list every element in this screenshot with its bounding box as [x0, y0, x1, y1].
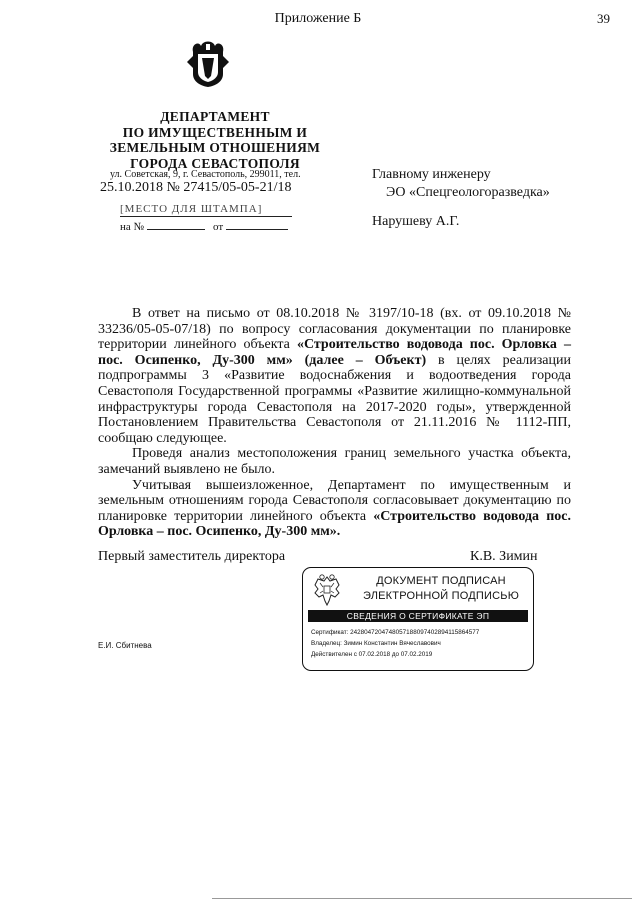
ep-owner: Владелец: Зимин Константин Вячеславович	[311, 640, 441, 647]
ep-title-line-1: ДОКУМЕНТ ПОДПИСАН	[376, 575, 506, 587]
p3-text-a: Учитывая вышеизложенное, Департамент по имущественным и земельным отношениям города Севастополя согласовывает документацию по планировке территории линейного объекта	[98, 477, 571, 524]
p1-object-name: «Строительство водовода пос. Орловка – пос. Осипенко, Ду-300 мм» (далее – Объект)	[98, 337, 572, 368]
paragraph-3	[98, 478, 571, 540]
stamp-placeholder: [МЕСТО ДЛЯ ШТАМПА]	[120, 203, 292, 217]
ot-blank	[226, 219, 288, 230]
registration-number: 25.10.2018 № 27415/05-05-21/18	[100, 180, 292, 195]
coat-of-arms-icon	[312, 573, 342, 607]
recipient-position: Главному инженеру	[372, 167, 491, 182]
sender-department	[100, 109, 330, 171]
p3-object-name: «Строительство водовода пос. Орловка – пос. Осипенко, Ду-300 мм».	[98, 508, 571, 540]
sender-line-2: ПО ИМУЩЕСТВЕННЫМ И	[122, 124, 308, 140]
ep-validity: Действителен с 07.02.2018 до 07.02.2019	[311, 651, 433, 658]
electronic-signature-stamp	[302, 567, 534, 671]
ep-certificate-header: СВЕДЕНИЯ О СЕРТИФИКАТЕ ЭП	[308, 610, 528, 622]
sender-line-4: ГОРОДА СЕВАСТОПОЛЯ	[130, 155, 300, 171]
sender-address: ул. Советская, 9, г. Севастополь, 299011, тел.	[110, 169, 301, 180]
signer-position: Первый заместитель директора	[98, 549, 286, 564]
paragraph-2: Проведя анализ местоположения границ земельного участка объекта, замечаний выявлено не было.	[98, 446, 571, 477]
sender-line-1: ДЕПАРТАМЕНТ	[160, 109, 270, 124]
na-blank	[147, 219, 205, 230]
reference-line	[120, 219, 288, 233]
na-label: на №	[120, 221, 145, 233]
recipient-organization: ЭО «Спецгеологоразведка»	[386, 185, 550, 200]
ot-label: от	[213, 221, 224, 233]
letter-body	[98, 306, 571, 540]
ep-title-line-2: ЭЛЕКТРОННОЙ ПОДПИСЬЮ	[362, 590, 520, 602]
page-number: 39	[597, 11, 610, 26]
sevastopol-emblem-icon	[185, 38, 231, 88]
executor-name: Е.И. Сбитнева	[98, 641, 152, 650]
appendix-label: Приложение Б	[274, 11, 362, 26]
ep-certificate-number: Сертификат: 24280472047480571880974028941158645​77	[311, 629, 480, 636]
recipient-name: Нарушеву А.Г.	[372, 214, 460, 229]
paragraph-1	[98, 306, 571, 446]
bottom-divider	[212, 898, 632, 899]
signer-name: К.В. Зимин	[470, 549, 538, 564]
p1-text-a: В ответ на письмо от 08.10.2018 № 3197/10-18 (вх. от 09.10.2018 № 33236/05-05-07/18) по вопросу согласования документации по планировке территории линейного объекта	[98, 306, 571, 353]
sender-line-3: ЗЕМЕЛЬНЫМ ОТНОШЕНИЯМ	[109, 140, 321, 155]
p1-text-c: в целях реализации подпрограммы 3 «Развитие водоснабжения и водоотведения города Севастополя Государственной программы «Развитие жилищно-коммунальной инфраструктуры города Севастополя на 2017-2020 годы», утвержденной Постановлением Правительства Севастополя от 21.11.2016 № 1112-ПП, сообщаю следующее.	[98, 352, 571, 446]
